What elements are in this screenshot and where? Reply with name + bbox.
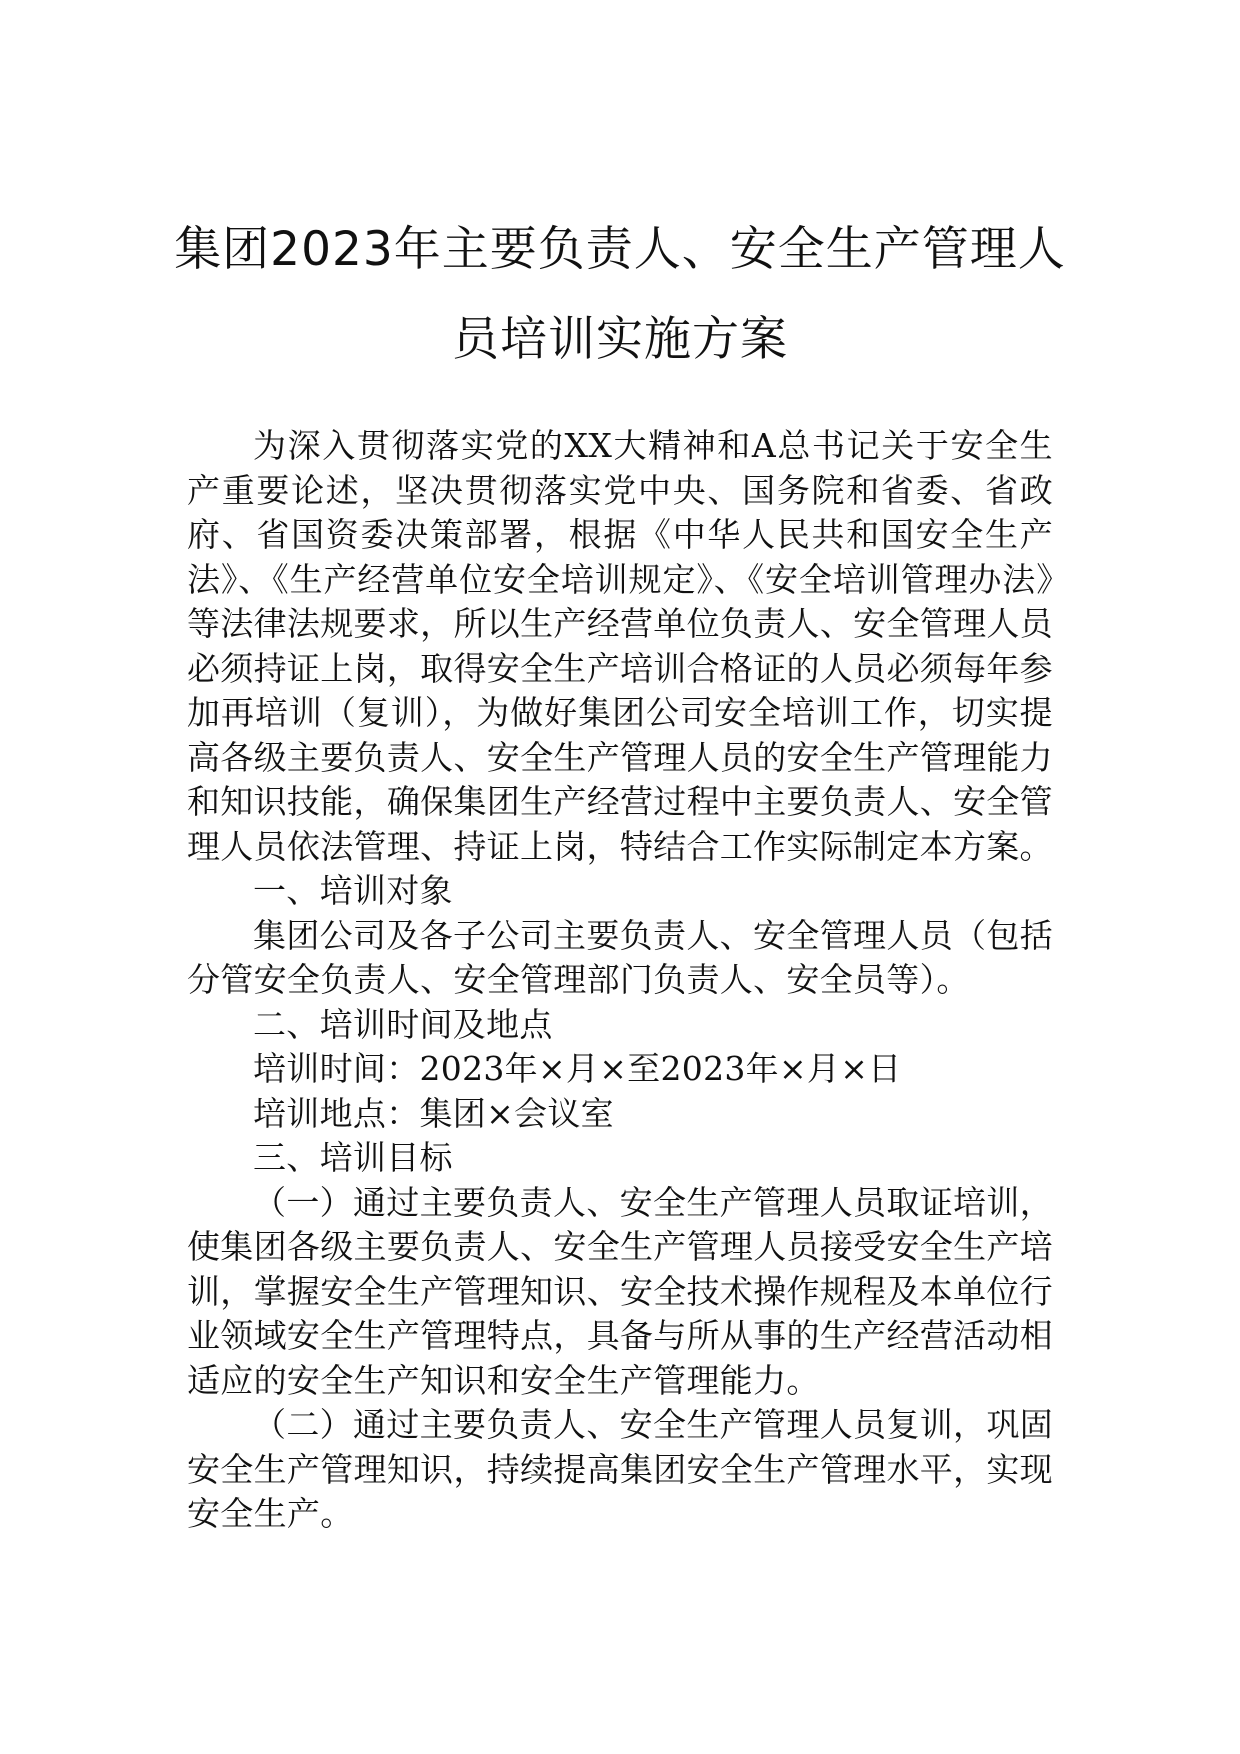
section-heading-training-goals: 三、培训目标 bbox=[253, 1138, 453, 1177]
document-title bbox=[150, 205, 1090, 385]
training-time-paragraph: 培训时间：2023年×月×至2023年×月×日 bbox=[253, 1049, 902, 1088]
goal-paragraph-2: （二）通过主要负责人、安全生产管理人员复训，巩固安全生产管理知识，持续提高集团安全生产管理水平，实现安全生产。 bbox=[187, 1405, 1053, 1533]
section-heading-training-targets: 一、培训对象 bbox=[253, 871, 453, 910]
goal-paragraph-1: （一）通过主要负责人、安全生产管理人员取证培训，使集团各级主要负责人、安全生产管理人员接受安全生产培训，掌握安全生产管理知识、安全技术操作规程及本单位行业领域安全生产管理特点，具备与所从事的生产经营活动相适应的安全生产知识和安全生产管理能力。 bbox=[187, 1182, 1053, 1400]
section-heading-time-and-place: 二、培训时间及地点 bbox=[253, 1004, 553, 1044]
intro-paragraph: 为深入贯彻落实党的XX大精神和A总书记关于安全生产重要论述，坚决贯彻落实党中央、国务院和省委、省政府、省国资委决策部署，根据《中华人民共和国安全生产法》、《生产经营单位安全培训规定》、《安全培训管理办法》等法律法规要求，所以生产经营单位负责人、安全管理人员必须持证上岗，取得安全生产培训合格证的人员必须每年参加再培训（复训），为做好集团公司安全培训工作，切实提高各级主要负责人、安全生产管理人员的安全生产管理能力和知识技能，确保集团生产经营过程中主要负责人、安全管理人员依法管理、持证上岗，特结合工作实际制定本方案。 bbox=[187, 426, 1053, 866]
training-place-paragraph: 培训地点：集团×会议室 bbox=[253, 1093, 614, 1133]
title-line-1: 集团2023年主要负责人、安全生产管理人 bbox=[174, 222, 1066, 277]
document-body bbox=[187, 424, 1053, 1537]
training-targets-paragraph: 集团公司及各子公司主要负责人、安全管理人员（包括分管安全负责人、安全管理部门负责人、安全员等）。 bbox=[187, 915, 1053, 999]
title-line-2: 员培训实施方案 bbox=[452, 312, 788, 367]
